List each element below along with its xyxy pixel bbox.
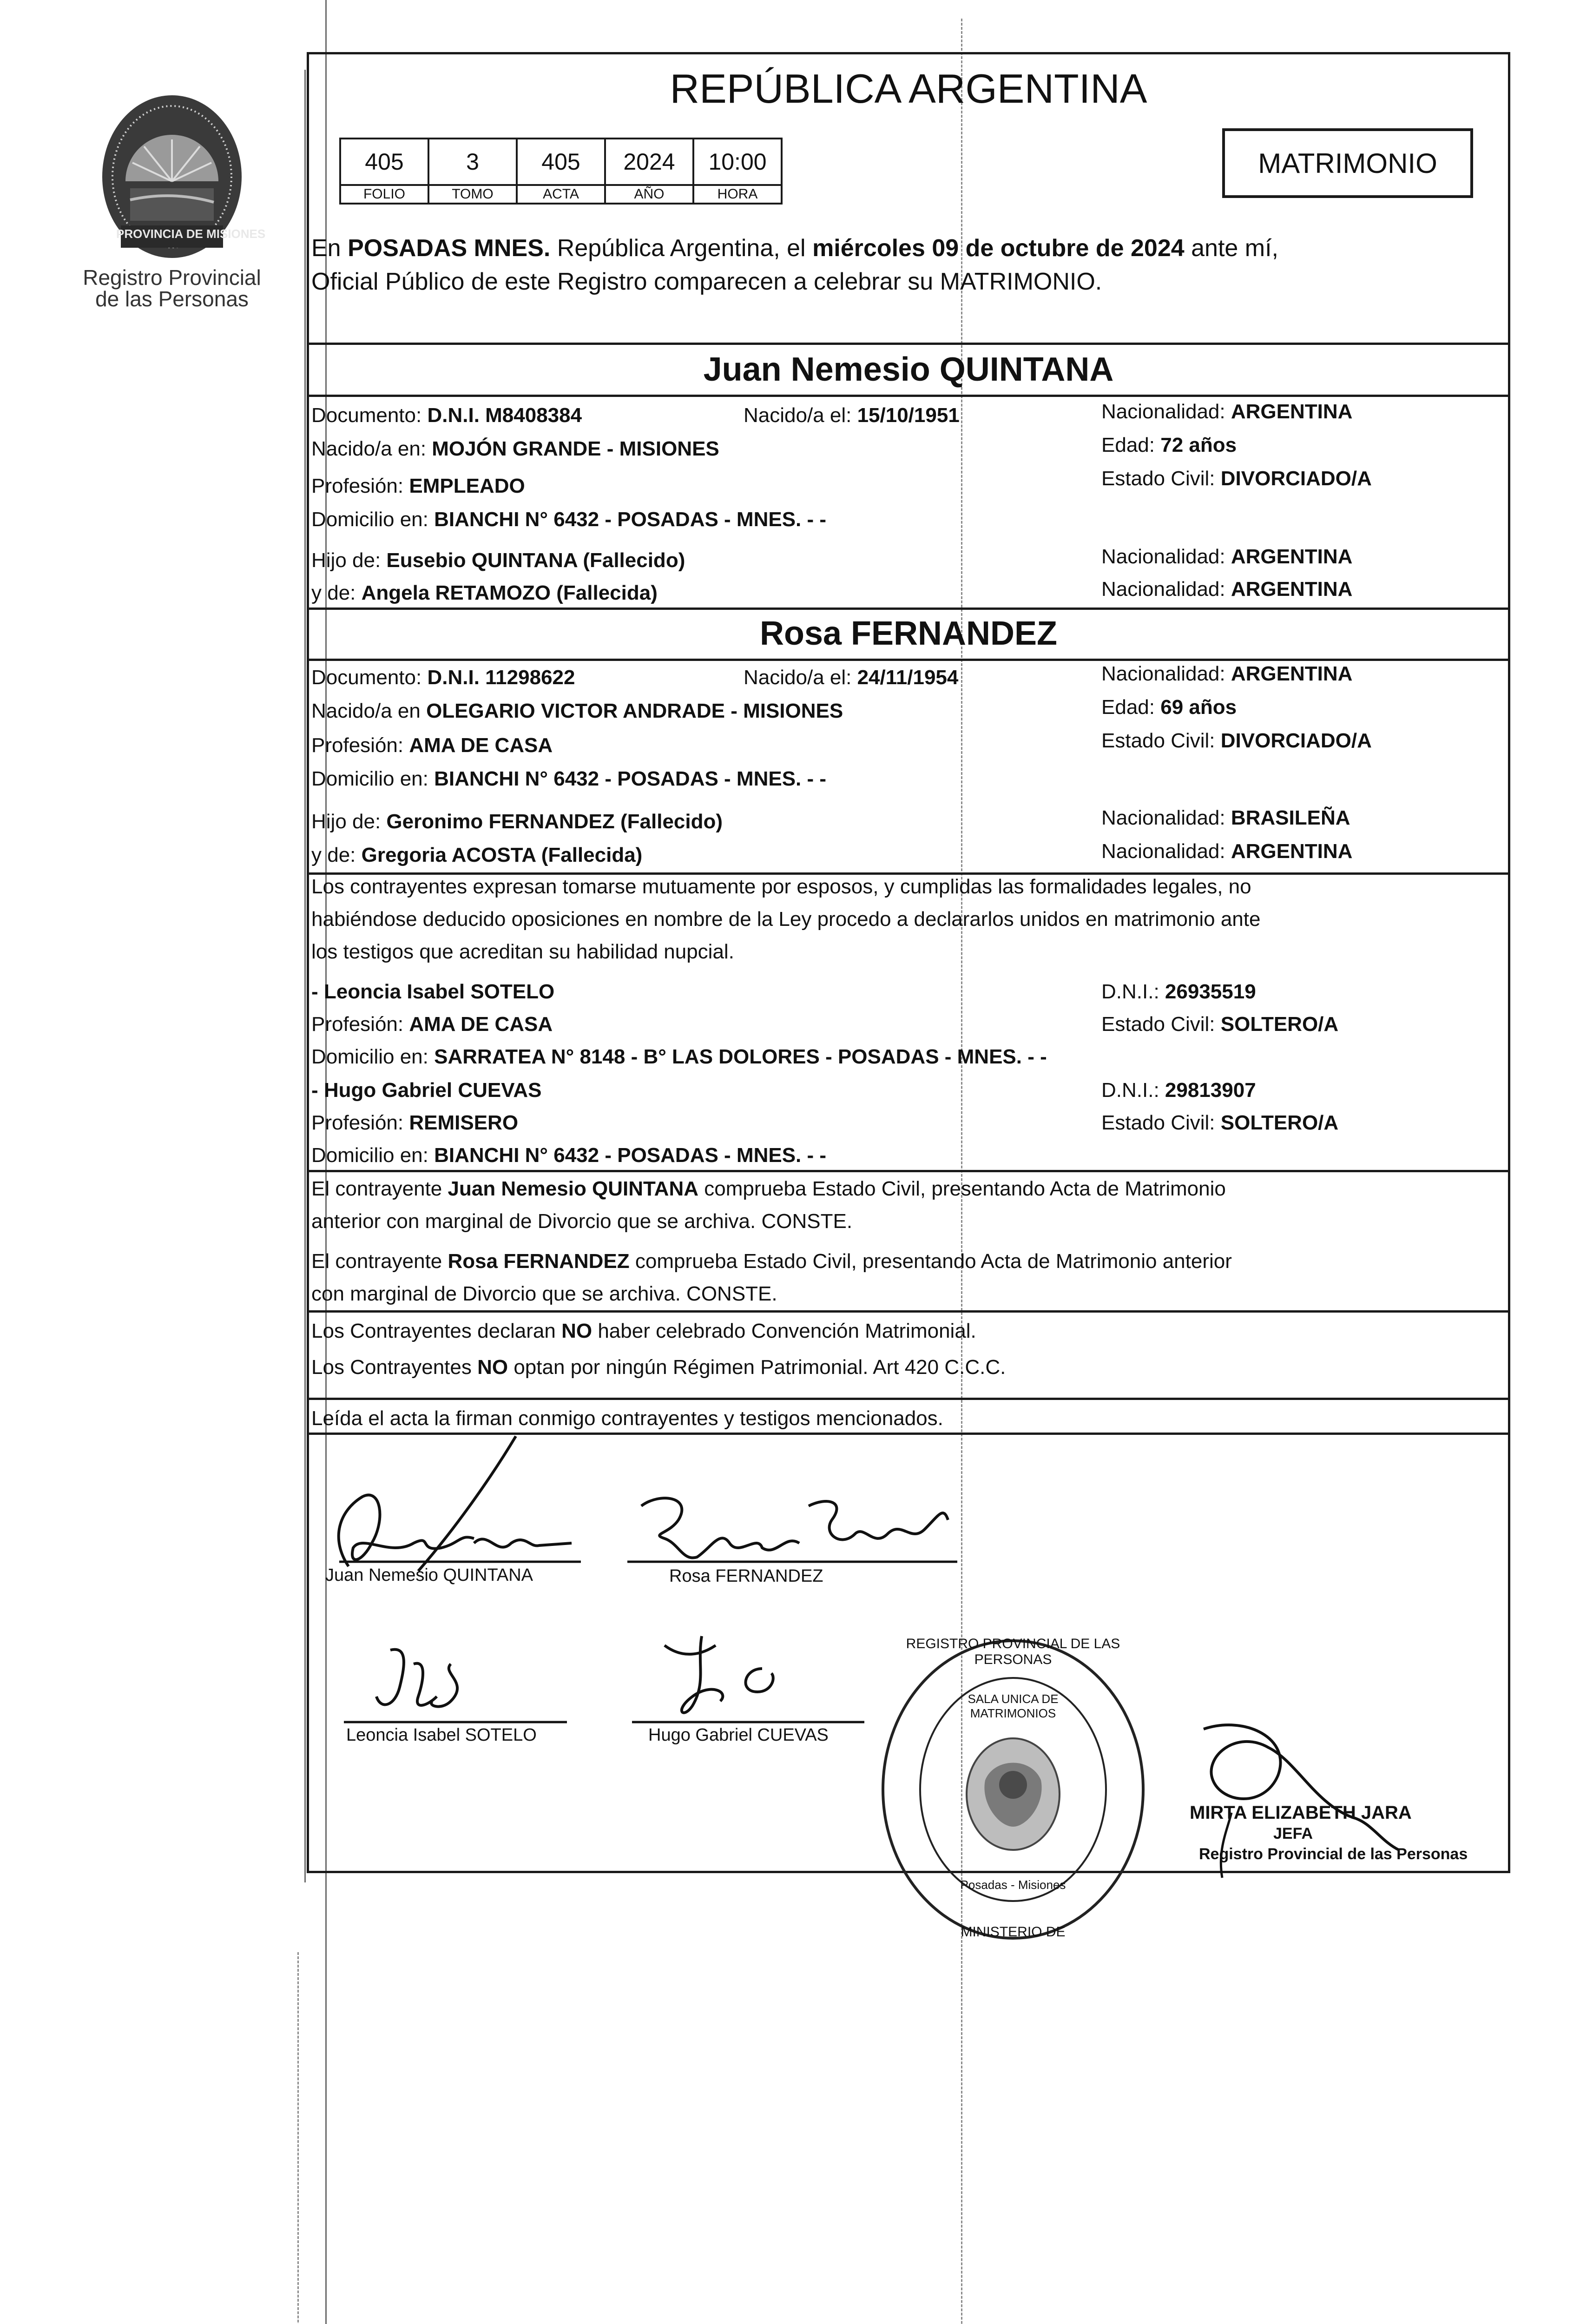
official-role: JEFA xyxy=(1273,1825,1313,1842)
groom-address: Domicilio en: BIANCHI N° 6432 - POSADAS - MNES. - - xyxy=(311,508,827,531)
bride-father: Hijo de: Geronimo FERNANDEZ (Fallecido) xyxy=(311,810,723,833)
bride-note-line2: con marginal de Divorcio que se archiva. CONSTE. xyxy=(311,1282,777,1305)
stamp-bottom-text: MINISTERIO DE xyxy=(961,1924,1066,1940)
official-stamp xyxy=(874,1627,1152,1952)
witness1-signature-label: Leoncia Isabel SOTELO xyxy=(346,1725,537,1745)
divider xyxy=(309,1398,1508,1400)
registry-logo xyxy=(83,84,266,311)
groom-father-nationality: Nacionalidad: ARGENTINA xyxy=(1101,545,1353,568)
bride-note: El contrayente Rosa FERNANDEZ comprueba Estado Civil, presentando Acta de Matrimonio anterior xyxy=(311,1250,1232,1273)
declaration-line: habiéndose deducido oposiciones en nombre de la Ley procedo a declararlos unidos en matrimonio ante xyxy=(311,908,1261,931)
intro-line2: Oficial Público de este Registro comparecen a celebrar su MATRIMONIO. xyxy=(311,268,1102,295)
hora-label: HORA xyxy=(693,185,782,204)
bride-civil-status: Estado Civil: DIVORCIADO/A xyxy=(1101,729,1372,752)
acta-value: 405 xyxy=(517,139,605,185)
intro-line1 xyxy=(311,233,1510,263)
groom-signature-label: Juan Nemesio QUINTANA xyxy=(325,1565,533,1585)
page-title: REPÚBLICA ARGENTINA xyxy=(670,66,1147,112)
witness1-name: - Leoncia Isabel SOTELO xyxy=(311,980,555,1003)
groom-nationality: Nacionalidad: ARGENTINA xyxy=(1101,400,1353,423)
folio-value: 405 xyxy=(340,139,428,185)
official-name: MIRTA ELIZABETH JARA xyxy=(1190,1802,1412,1823)
groom-note-line2: anterior con marginal de Divorcio que se archiva. CONSTE. xyxy=(311,1210,853,1233)
groom-profession: Profesión: EMPLEADO xyxy=(311,475,525,497)
scan-margin-dash xyxy=(297,1952,299,2324)
record-table xyxy=(339,138,783,205)
bride-signature xyxy=(623,1478,957,1580)
bride-father-nationality: Nacionalidad: BRASILEÑA xyxy=(1101,806,1350,829)
divider xyxy=(309,607,1508,610)
stamp-outer-text: REGISTRO PROVINCIAL DE LAS PERSONAS xyxy=(906,1636,1120,1667)
witness2-signature xyxy=(623,1627,883,1729)
stamp-city-text: Posadas - Misiones xyxy=(960,1878,1066,1892)
divider xyxy=(309,343,1508,345)
ano-value: 2024 xyxy=(605,139,693,185)
witness1-signature xyxy=(335,1636,586,1729)
bride-profession: Profesión: AMA DE CASA xyxy=(311,734,553,757)
groom-mother-nationality: Nacionalidad: ARGENTINA xyxy=(1101,578,1353,601)
declaration-line: Los contrayentes expresan tomarse mutuamente por esposos, y cumplidas las formalidades legales, no xyxy=(311,875,1251,898)
witness2-profession: Profesión: REMISERO xyxy=(311,1111,519,1134)
tomo-label: TOMO xyxy=(428,185,517,204)
closing-statement: Leída el acta la firman conmigo contrayentes y testigos mencionados. xyxy=(311,1407,943,1430)
witness1-dni: D.N.I.: 26935519 xyxy=(1101,980,1256,1003)
ano-label: AÑO xyxy=(605,185,693,204)
bride-mother-nationality: Nacionalidad: ARGENTINA xyxy=(1101,840,1353,863)
divider xyxy=(309,1170,1508,1172)
intro-place: POSADAS MNES. xyxy=(348,235,551,262)
groom-signature xyxy=(321,1427,609,1580)
intro-text: ante mí, xyxy=(1184,235,1278,262)
divider xyxy=(309,1310,1508,1313)
groom-born: Nacido/a el: 15/10/1951 xyxy=(744,404,960,427)
witness2-dni: D.N.I.: 29813907 xyxy=(1101,1079,1256,1102)
official-org: Registro Provincial de las Personas xyxy=(1199,1845,1468,1863)
bride-nationality: Nacionalidad: ARGENTINA xyxy=(1101,662,1353,685)
scan-margin-line xyxy=(304,70,306,1882)
bride-signature-label: Rosa FERNANDEZ xyxy=(669,1566,823,1586)
groom-birthplace: Nacido/a en: MOJÓN GRANDE - MISIONES xyxy=(311,437,719,460)
groom-father: Hijo de: Eusebio QUINTANA (Fallecido) xyxy=(311,549,685,572)
acta-label: ACTA xyxy=(517,185,605,204)
groom-name: Juan Nemesio QUINTANA xyxy=(703,351,1114,388)
witness1-profession: Profesión: AMA DE CASA xyxy=(311,1013,553,1036)
logo-seal-text: PROVINCIA DE MISIONES xyxy=(116,227,266,241)
stamp-inner-text: SALA UNICA DE MATRIMONIOS xyxy=(968,1692,1059,1720)
witness2-signature-label: Hugo Gabriel CUEVAS xyxy=(648,1725,829,1745)
witness2-civil-status: Estado Civil: SOLTERO/A xyxy=(1101,1111,1339,1134)
bride-birthplace: Nacido/a en OLEGARIO VICTOR ANDRADE - MISIONES xyxy=(311,700,843,722)
intro-date: miércoles 09 de octubre de 2024 xyxy=(812,235,1185,262)
groom-mother: y de: Angela RETAMOZO (Fallecida) xyxy=(311,581,658,604)
registry-stamp-icon xyxy=(874,1627,1152,1952)
groom-doc: Documento: D.N.I. M8408384 xyxy=(311,404,582,427)
bride-mother: y de: Gregoria ACOSTA (Fallecida) xyxy=(311,844,643,866)
witness2-address: Domicilio en: BIANCHI N° 6432 - POSADAS - MNES. - - xyxy=(311,1144,827,1167)
regime-statement: Los Contrayentes NO optan por ningún Régimen Patrimonial. Art 420 C.C.C. xyxy=(311,1356,1006,1379)
witness1-address: Domicilio en: SARRATEA N° 8148 - B° LAS DOLORES - POSADAS - MNES. - - xyxy=(311,1045,1047,1068)
bride-doc: Documento: D.N.I. 11298622 xyxy=(311,666,575,689)
groom-age: Edad: 72 años xyxy=(1101,434,1237,456)
document-type: MATRIMONIO xyxy=(1258,147,1437,179)
tomo-value: 3 xyxy=(428,139,517,185)
folio-label: FOLIO xyxy=(340,185,428,204)
declaration-line: los testigos que acreditan su habilidad nupcial. xyxy=(311,940,734,963)
intro-text: En xyxy=(311,235,348,262)
bride-name: Rosa FERNANDEZ xyxy=(759,615,1058,652)
groom-note: El contrayente Juan Nemesio QUINTANA comprueba Estado Civil, presentando Acta de Matrimonio xyxy=(311,1177,1226,1200)
document-type-box xyxy=(1222,128,1473,198)
convention-statement: Los Contrayentes declaran NO haber celebrado Convención Matrimonial. xyxy=(311,1320,976,1342)
divider xyxy=(309,395,1508,397)
bride-address: Domicilio en: BIANCHI N° 6432 - POSADAS - MNES. - - xyxy=(311,767,827,790)
intro-text: República Argentina, el xyxy=(550,235,813,262)
groom-civil-status: Estado Civil: DIVORCIADO/A xyxy=(1101,467,1372,490)
witness2-name: - Hugo Gabriel CUEVAS xyxy=(311,1079,542,1102)
bride-age: Edad: 69 años xyxy=(1101,696,1237,719)
witness1-civil-status: Estado Civil: SOLTERO/A xyxy=(1101,1013,1339,1036)
bride-born: Nacido/a el: 24/11/1954 xyxy=(744,666,959,689)
hora-value: 10:00 xyxy=(693,139,782,185)
logo-label-line2: de las Personas xyxy=(95,287,249,311)
logo-label-line1: Registro Provincial xyxy=(83,265,261,290)
